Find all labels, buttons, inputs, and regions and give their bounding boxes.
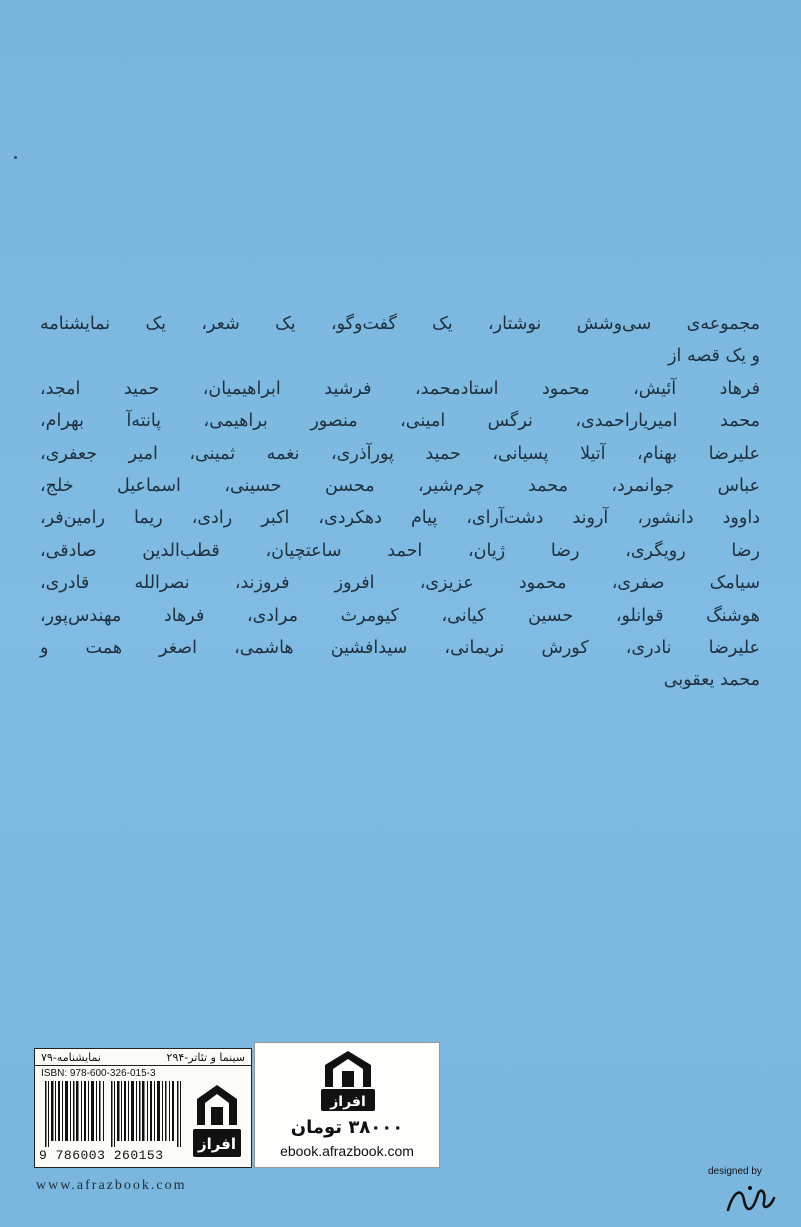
- blurb-line: فرهاد آئیش، محمود استادمحمد، فرشید ابراهیمیان، حمید امجد،: [40, 378, 760, 399]
- ebook-url: ebook.afrazbook.com: [280, 1143, 414, 1159]
- blurb-line: علیرضا نادری، کورش نریمانی، سیدافشین هاشمی، اصغر همت و: [40, 638, 760, 659]
- blurb-text: [40, 308, 760, 697]
- barcode-digits: 9 786003 260153: [39, 1148, 164, 1163]
- price: ۳۸۰۰۰ تومان: [290, 1117, 404, 1138]
- blurb-line: و یک قصه از: [668, 346, 760, 367]
- series-left: سینما و تئاتر-۲۹۴: [166, 1050, 245, 1064]
- logo-text: افراز: [330, 1094, 366, 1110]
- blurb-line: علیرضا بهنام، آتیلا پسیانی، حمید پورآذری، نغمه ثمینی، امیر جعفری،: [40, 443, 760, 464]
- barcode-label: [34, 1048, 252, 1168]
- website: www.afrazbook.com: [36, 1178, 187, 1193]
- designer-signature-icon: [720, 1180, 780, 1220]
- price-sticker: [254, 1042, 440, 1168]
- barcode-bars-icon: [43, 1081, 183, 1147]
- designed-by: designed by: [708, 1166, 762, 1177]
- series-row: [35, 1049, 251, 1066]
- blurb-line: مجموعه‌ی سی‌وشش نوشتار، یک گفت‌وگو، یک شعر، یک نمایشنامه: [40, 314, 760, 334]
- blurb-line: داوود دانشور، آروند دشت‌آرای، پیام دهکردی، اکبر رادی، ریما رامین‌فر،: [40, 508, 760, 529]
- blurb-line: سیامک صفری، محمود عزیزی، افروز فروزند، نصرالله قادری،: [40, 573, 760, 594]
- blurb-line: رضا رویگری، رضا ژیان، احمد ساعتچیان، قطب‌الدین صادقی،: [40, 540, 760, 561]
- blurb-line: عباس جوانمرد، محمد چرم‌شیر، محسن حسینی، اسماعیل خلج،: [40, 476, 760, 497]
- afraz-logo-icon: [313, 1049, 383, 1113]
- logo-text: افراز: [197, 1135, 237, 1153]
- afraz-logo-icon: [189, 1081, 245, 1161]
- blurb-line: هوشنگ قوانلو، حسین کیانی، کیومرث مرادی، فرهاد مهندس‌پور،: [40, 605, 760, 626]
- isbn: ISBN: 978-600-326-015-3: [41, 1068, 156, 1079]
- blurb-line: محمد یعقوبی: [663, 670, 760, 691]
- blurb-line: محمد امیریاراحمدی، نرگس امینی، منصور براهیمی، پانته‌آ بهرام،: [40, 411, 760, 432]
- speck: [14, 156, 17, 159]
- series-right: نمایشنامه-۷۹: [41, 1050, 101, 1064]
